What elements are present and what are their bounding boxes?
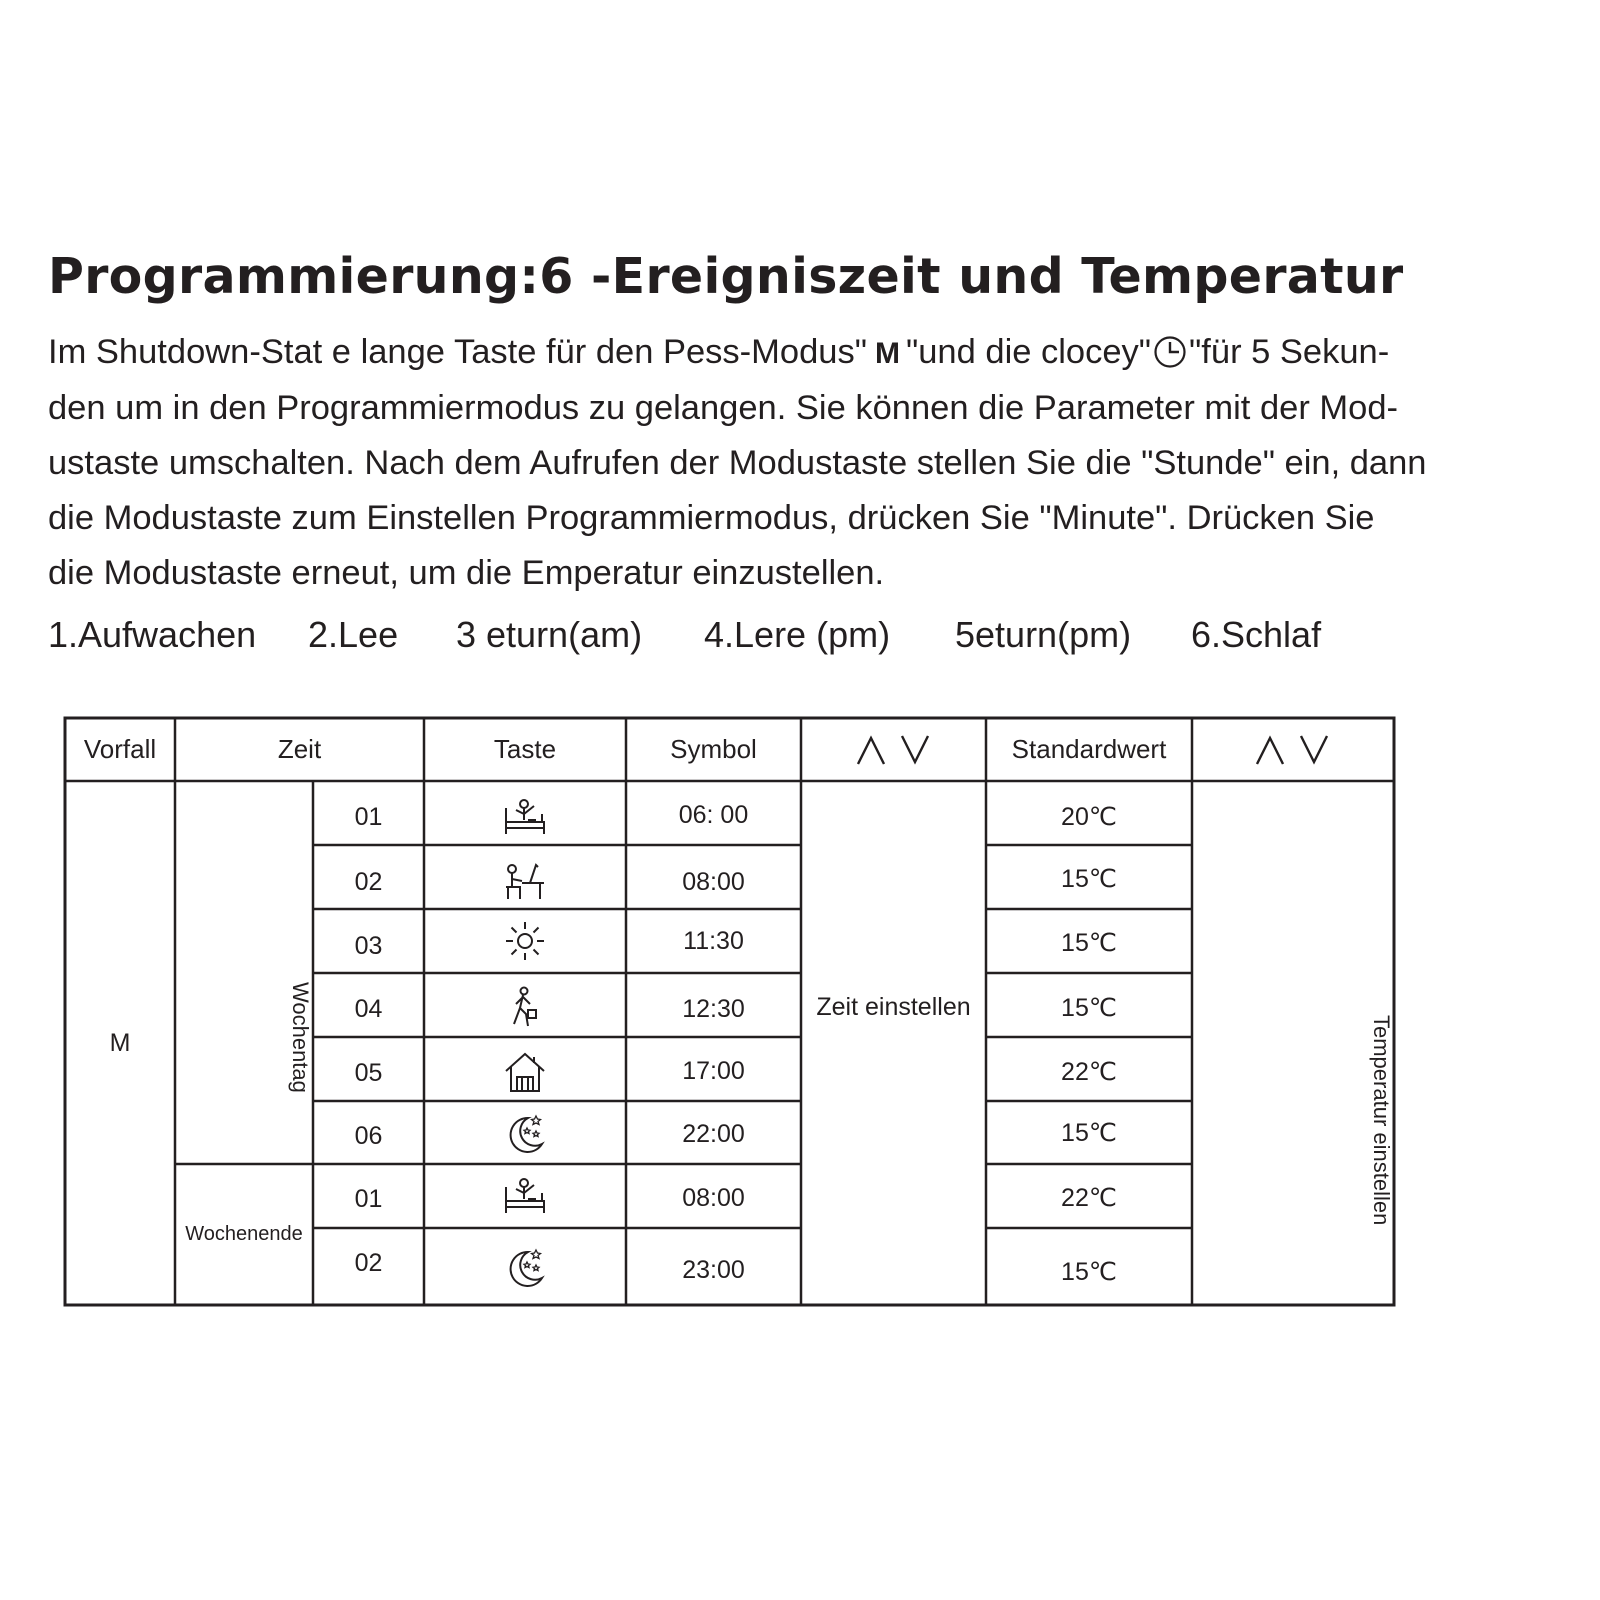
table-cell-icon <box>424 1037 626 1107</box>
table-cell-icon <box>424 973 626 1041</box>
event-list <box>0 614 1600 670</box>
vorfall-value: M <box>109 1028 131 1057</box>
table-cell-icon <box>424 909 626 973</box>
default-time: 08:00 <box>682 1183 745 1212</box>
row-number: 05 <box>354 1058 383 1087</box>
paragraph-line-1 <box>48 325 1538 381</box>
row-number: 02 <box>354 1248 383 1277</box>
default-temperature: 15℃ <box>1061 929 1117 957</box>
table-cell-icon <box>424 1228 626 1305</box>
header-standardwert: Standardwert <box>1011 734 1167 764</box>
default-time: 23:00 <box>682 1255 745 1284</box>
row-number: 01 <box>354 802 383 831</box>
default-time: 12:30 <box>682 994 745 1023</box>
header-zeit: Zeit <box>277 734 322 764</box>
event-item-3: 3 eturn(am) <box>456 614 643 655</box>
moon-stars-icon <box>502 1244 548 1290</box>
default-temperature: 15℃ <box>1061 1258 1117 1286</box>
zeit-einstellen-label: Zeit einstellen <box>816 992 971 1021</box>
table-cell-icon <box>424 1101 626 1164</box>
desk-work-icon <box>502 857 548 903</box>
row-number: 06 <box>354 1121 383 1150</box>
event-item-2: 2.Lee <box>308 614 399 655</box>
row-number: 03 <box>354 931 383 960</box>
m-key-label: M <box>874 337 900 370</box>
default-time: 08:00 <box>682 867 745 896</box>
house-icon <box>502 1049 548 1095</box>
header-arrows-temp <box>1192 718 1394 781</box>
up-down-arrows-icon <box>854 732 934 768</box>
paragraph-line-3: ustaste umschalten. Nach dem Aufrufen der Modustaste stellen Sie die "Stunde" ein, dann <box>48 444 1427 482</box>
moon-stars-icon <box>502 1110 548 1156</box>
default-time: 22:00 <box>682 1119 745 1148</box>
row-number: 02 <box>354 867 383 896</box>
event-item-1: 1.Aufwachen <box>48 614 257 655</box>
header-taste: Taste <box>493 734 557 764</box>
table-cell-icon <box>424 1164 626 1228</box>
up-down-arrows-icon <box>1253 732 1333 768</box>
default-time: 06: 00 <box>678 800 749 829</box>
event-item-5: 5eturn(pm) <box>955 614 1132 655</box>
table-cell-icon <box>424 845 626 915</box>
paragraph-line-1-part-c: "für 5 Sekun- <box>1189 333 1390 371</box>
row-number: 04 <box>354 994 383 1023</box>
page-title: Programmierung:6 -Ereigniszeit und Temperatur <box>48 248 1404 305</box>
wake-up-bed-icon <box>502 794 548 840</box>
instructions-paragraph <box>48 325 1538 601</box>
header-arrows-time <box>801 718 986 781</box>
walking-person-icon <box>502 984 548 1030</box>
paragraph-line-1-part-a: Im Shutdown-Stat e lange Taste für den Pess-Modus" <box>48 333 867 371</box>
default-temperature: 15℃ <box>1061 1118 1117 1147</box>
group-weekend-label: Wochenende <box>185 1223 303 1245</box>
event-item-4: 4.Lere (pm) <box>704 614 891 655</box>
wake-up-bed-icon <box>502 1173 548 1219</box>
default-temperature: 15℃ <box>1061 865 1117 893</box>
default-temperature: 22℃ <box>1061 1184 1117 1212</box>
header-vorfall: Vorfall <box>83 734 157 764</box>
default-time: 17:00 <box>682 1056 745 1085</box>
paragraph-line-5: die Modustaste erneut, um die Emperatur einzustellen. <box>48 554 885 592</box>
clock-icon <box>1153 335 1187 369</box>
event-item-6: 6.Schlaf <box>1191 614 1322 655</box>
default-temperature: 22℃ <box>1061 1058 1117 1086</box>
temperatur-einstellen-label: Temperatur einstellen <box>1369 1015 1394 1226</box>
paragraph-line-2: den um in den Programmiermodus zu gelangen. Sie können die Parameter mit der Mod- <box>48 389 1399 427</box>
paragraph-line-4: die Modustaste zum Einstellen Programmiermodus, drücken Sie "Minute". Drücken Sie <box>48 499 1375 537</box>
default-temperature: 20℃ <box>1061 803 1117 831</box>
sun-icon <box>502 918 548 964</box>
default-temperature: 15℃ <box>1061 994 1117 1022</box>
table-cell-icon <box>424 781 626 853</box>
group-weekday-label: Wochentag <box>288 982 313 1093</box>
header-symbol: Symbol <box>670 734 757 764</box>
row-number: 01 <box>354 1184 383 1213</box>
paragraph-line-1-part-b: "und die clocey" <box>905 333 1152 371</box>
default-time: 11:30 <box>683 926 744 955</box>
